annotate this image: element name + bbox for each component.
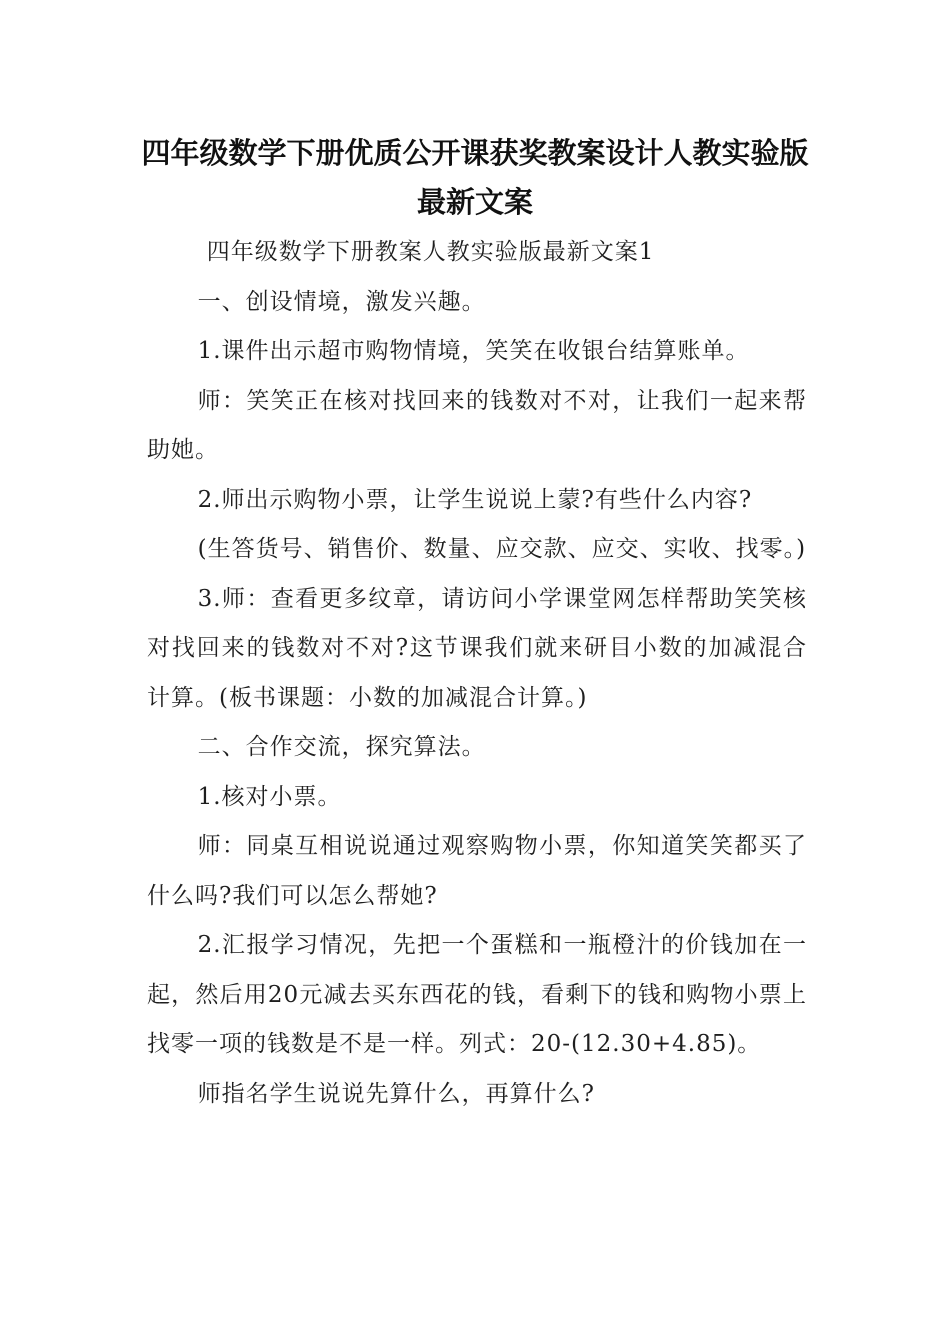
- paragraph: 师：同桌互相说说通过观察购物小票，你知道笑笑都买了什么吗?我们可以怎么帮她?: [147, 833, 807, 909]
- section-heading-2: 二、合作交流，探究算法。: [197, 734, 486, 760]
- paragraph: 2.汇报学习情况，先把一个蛋糕和一瓶橙汁的价钱加在一起，然后用20元减去买东西花的钱，看剩下的钱和购物小票上找零一项的钱数是不是一样。列式：20-(12.30+4.85)。: [147, 932, 807, 1057]
- document-title-line-1: 四年级数学下册优质公开课获奖教案设计人教实验版: [141, 136, 809, 170]
- section-heading-1: 一、创设情境，激发兴趣。: [197, 288, 486, 315]
- paragraph: 3.师：查看更多纹章，请访问小学课堂网怎样帮助笑笑核对找回来的钱数对不对?这节课我们就来研目小数的加减混合计算。(板书课题：小数的加减混合计算。): [147, 585, 807, 711]
- paragraph: 师：笑笑正在核对找回来的钱数对不对，让我们一起来帮助她。: [147, 387, 807, 463]
- document-title-line-2: 最新文案: [416, 185, 533, 219]
- paragraph: 1.课件出示超市购物情境，笑笑在收银台结算账单。: [197, 338, 750, 364]
- paragraph: 2.师出示购物小票，让学生说说上蒙?有些什么内容?: [197, 486, 753, 513]
- section-subtitle: 四年级数学下册教案人教实验版最新文案1: [206, 239, 655, 265]
- paragraph: 1.核对小票。: [197, 783, 342, 810]
- paragraph: (生答货号、销售价、数量、应交款、应交、实收、找零。): [197, 536, 807, 562]
- document-body: [147, 228, 807, 1119]
- paragraph: 师指名学生说说先算什么，再算什么?: [197, 1080, 595, 1107]
